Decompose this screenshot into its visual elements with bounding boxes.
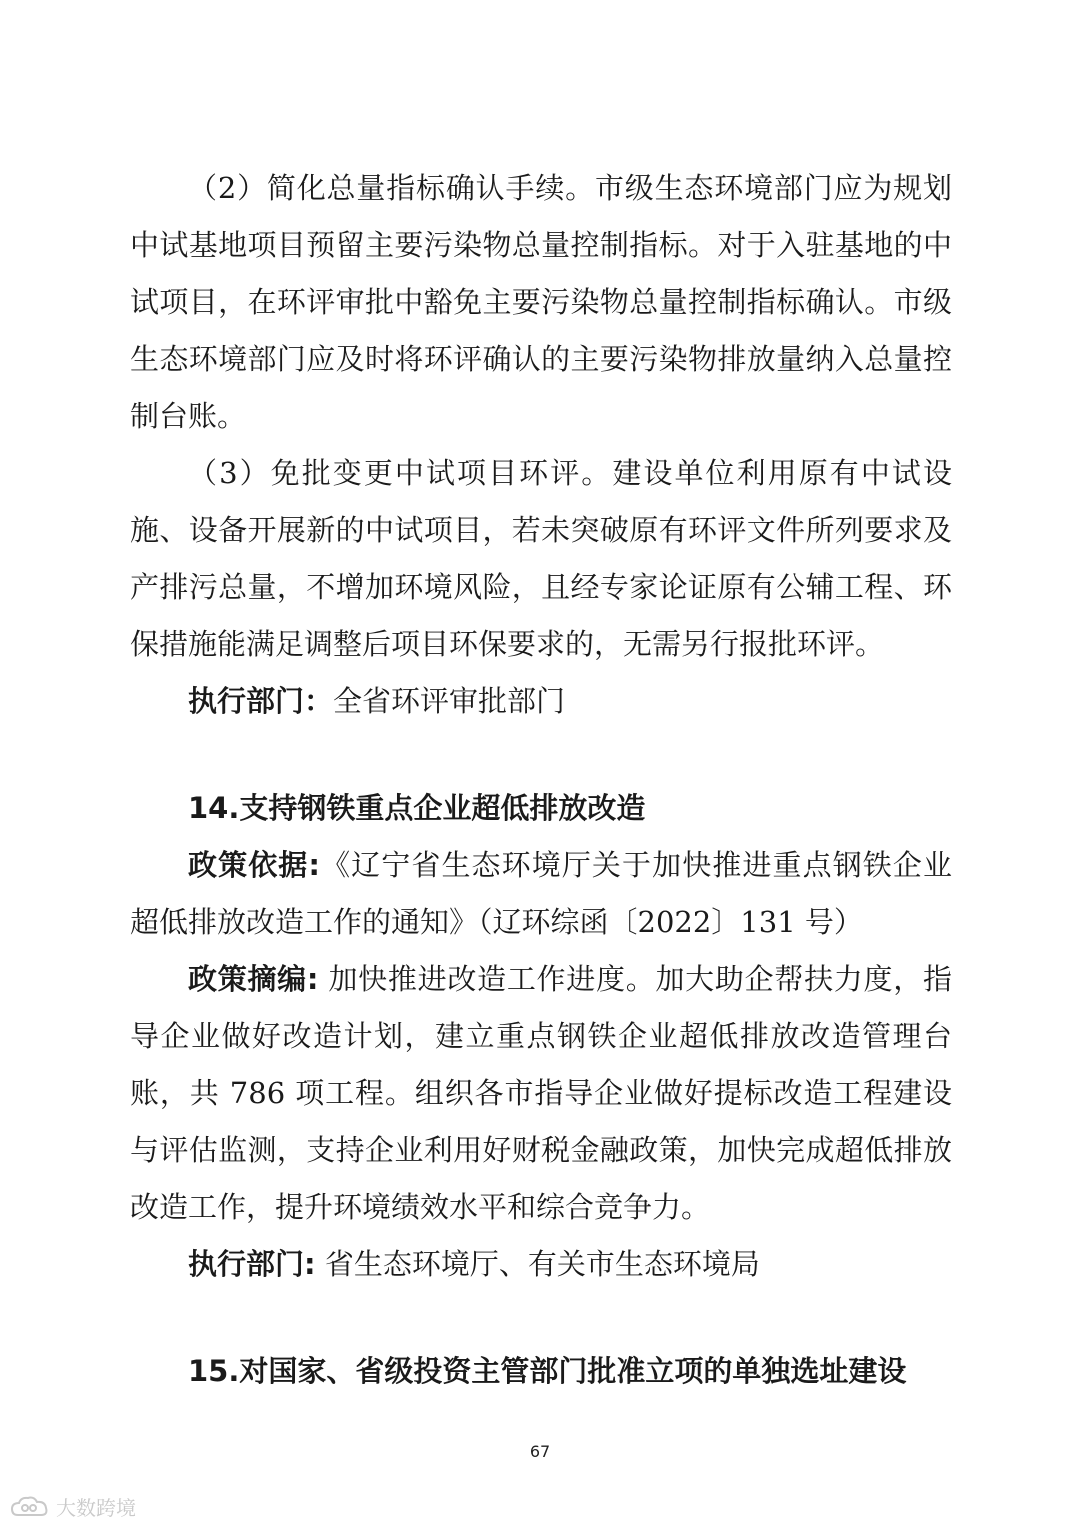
policy-basis-label: 政策依据: <box>188 848 320 882</box>
section-gap <box>130 730 952 780</box>
document-body <box>130 160 952 1400</box>
watermark-text: 大数跨境 <box>56 1496 136 1520</box>
section-14-heading: 14.支持钢铁重点企业超低排放改造 <box>188 791 646 825</box>
exec-dept-label-2: 执行部门: <box>188 1247 316 1281</box>
policy-basis-text: 《辽宁省生态环境厅关于加快推进重点钢铁企业超低排放改造工作的通知》（辽环综函〔2022〕131 号） <box>130 848 952 939</box>
watermark <box>10 1492 136 1521</box>
paragraph-3: （3）免批变更中试项目环评。建设单位利用原有中试设施、设备开展新的中试项目，若未突破原有环评文件所列要求及产排污总量，不增加环境风险，且经专家论证原有公辅工程、环保措施能满足调整后项目环保要求的，无需另行报批环评。 <box>130 456 952 661</box>
cloud-icon <box>10 1495 50 1519</box>
exec-dept-text-1: 全省环评审批部门 <box>333 684 566 718</box>
policy-basis <box>130 837 952 951</box>
paragraph-2: （2）简化总量指标确认手续。市级生态环境部门应为规划中试基地项目预留主要污染物总量控制指标。对于入驻基地的中试项目，在环评审批中豁免主要污染物总量控制指标确认。市级生态环境部门应及时将环评确认的主要污染物排放量纳入总量控制台账。 <box>130 171 952 433</box>
section-gap <box>130 1293 952 1343</box>
section-15-heading: 15.对国家、省级投资主管部门批准立项的单独选址建设 <box>188 1354 907 1388</box>
exec-dept-text-2: 省生态环境厅、有关市生态环境局 <box>315 1247 760 1281</box>
policy-summary-label: 政策摘编: <box>188 962 319 996</box>
exec-dept-line-1 <box>130 673 952 730</box>
page-number: 67 <box>529 1442 551 1461</box>
policy-summary-text: 加快推进改造工作进度。加大助企帮扶力度，指导企业做好改造计划，建立重点钢铁企业超低排放改造管理台账，共 786 项工程。组织各市指导企业做好提标改造工程建设与评估监测，支持企业利用好财税金融政策，加快完成超低排放改造工作，提升环境绩效水平和综合竞争力。 <box>130 962 952 1224</box>
exec-dept-label-1: 执行部门： <box>188 684 334 718</box>
policy-summary <box>130 951 952 1236</box>
exec-dept-line-2 <box>130 1236 952 1293</box>
